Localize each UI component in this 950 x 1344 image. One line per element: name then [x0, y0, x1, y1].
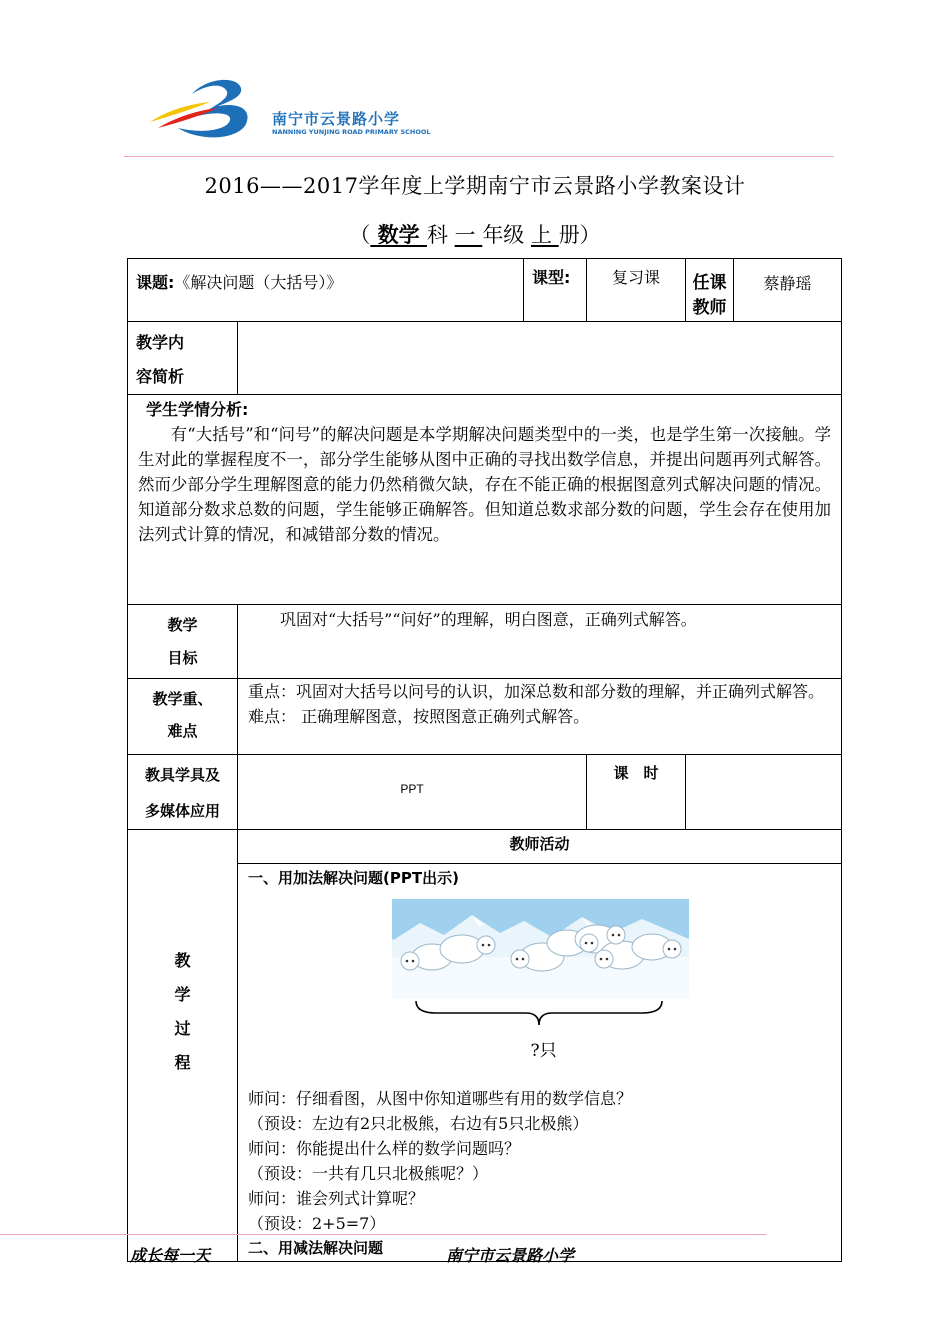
qa-line-5: 师问：谁会列式计算呢？: [248, 1189, 425, 1208]
subject-label: 科: [426, 223, 448, 247]
subject-value: 数学: [370, 222, 427, 247]
row-tools: [128, 755, 842, 830]
tools-label-line2: 多媒体应用: [144, 802, 220, 820]
grade-value: 一: [454, 223, 483, 247]
goal-label: [128, 605, 238, 679]
grade-label: 年级: [482, 223, 525, 247]
school-logo: [148, 72, 448, 152]
tools-value: PPT: [238, 755, 587, 830]
subtitle-open: （: [349, 223, 371, 247]
logo-school-name-cn: 南宁市云景路小学: [272, 110, 401, 128]
qa-line-6: （预设：2+5=7）: [248, 1214, 386, 1233]
process-label-char1: 教: [174, 951, 191, 970]
goal-text: 巩固对“大括号”“问好”的理解，明白图意，正确列式解答。: [238, 605, 842, 679]
qa-line-2: （预设：左边有2只北极熊，右边有5只北极熊）: [248, 1114, 589, 1133]
brace-question-label: ?只: [530, 1041, 557, 1061]
process-content: [238, 864, 842, 1262]
analysis-label: 学生学情分析:: [146, 400, 249, 419]
topic-value: 《解决问题（大括号）》: [174, 273, 343, 292]
qa-line-1: 师问：仔细看图，从图中你知道哪些有用的数学信息？: [248, 1089, 633, 1108]
goal-label-line2: 目标: [167, 649, 198, 667]
keypoints-cell: [238, 679, 842, 755]
process-label: [128, 830, 238, 1262]
type-value: 复习课: [587, 259, 686, 322]
logo-school-name-en: NANNING YUNJING ROAD PRIMARY SCHOOL: [272, 128, 431, 136]
keypoints-label-line1: 教学重、: [152, 690, 213, 708]
keypoints-label-line2: 难点: [167, 722, 198, 740]
lesson-plan-table: [127, 258, 842, 1262]
teacher-label: 任课教师: [686, 259, 734, 322]
analysis-cell: [128, 395, 842, 605]
header-divider: [124, 156, 834, 157]
row-process-header: [128, 830, 842, 864]
tools-label: [128, 755, 238, 830]
process-label-char2: 学: [174, 985, 191, 1004]
content-label-line2: 容简析: [136, 367, 185, 386]
section2-title: 二、用减法解决问题: [248, 1239, 384, 1257]
logo-swoosh-icon: [148, 72, 268, 152]
topic-cell: [128, 259, 524, 322]
footer-divider: [0, 1234, 766, 1235]
row-analysis: [128, 395, 842, 605]
document-subtitle: [0, 219, 950, 249]
hours-label: 课 时: [587, 755, 686, 830]
tools-label-line1: 教具学具及: [144, 766, 220, 784]
qa-line-3: 师问：你能提出什么样的数学问题吗？: [248, 1139, 521, 1158]
row-topic: [128, 259, 842, 322]
teacher-activity-header: 教师活动: [238, 830, 842, 864]
teacher-value: 蔡静瑶: [734, 259, 842, 322]
topic-label: 课题:: [136, 273, 175, 292]
type-label: 课型:: [524, 259, 587, 322]
volume-label: 册）: [558, 223, 601, 247]
document-title: 2016——2017学年度上学期南宁市云景路小学教案设计: [204, 174, 746, 198]
row-goal: [128, 605, 842, 679]
brace-icon: [414, 999, 664, 1039]
content-value: [238, 322, 842, 395]
qa-line-4: （预设：一共有几只北极熊呢？）: [248, 1164, 489, 1183]
process-label-char3: 过: [174, 1019, 191, 1038]
keypoints-difficult: 难点： 正确理解图意，按照图意正确列式解答。: [248, 707, 590, 726]
footer-school-name: 南宁市云景路小学: [446, 1246, 575, 1265]
footer-motto: 成长每一天: [130, 1246, 211, 1265]
keypoints-label: [128, 679, 238, 755]
hours-value: [686, 755, 842, 830]
section1-title: 一、用加法解决问题(PPT出示): [248, 869, 459, 887]
process-label-char4: 程: [174, 1053, 191, 1072]
volume-value: 上: [531, 223, 559, 247]
content-label-line1: 教学内: [136, 333, 185, 352]
keypoints-key: 重点：巩固对大括号以问号的认识，加深总数和部分数的理解，并正确列式解答。: [248, 682, 825, 701]
goal-label-line1: 教学: [167, 616, 198, 634]
polar-bear-illustration: [392, 899, 689, 999]
content-label: [128, 322, 238, 395]
row-keypoints: [128, 679, 842, 755]
analysis-text: 有“大括号”和“问号”的解决问题是本学期解决问题类型中的一类，也是学生第一次接触。学生对此的掌握程度不一，部分学生能够从图中正确的寻找出数学信息，并提出问题再列式解答。然而少部分学生理解图意的能力仍然稍微欠缺，存在不能正确的根据图意列式解决问题的情况。知道部分数求总数的问题，学生能够正确解答。但知道总数求部分数的问题，学生会存在使用加法列式计算的情况，和减错部分数的情况。: [138, 425, 832, 544]
row-content: [128, 322, 842, 395]
